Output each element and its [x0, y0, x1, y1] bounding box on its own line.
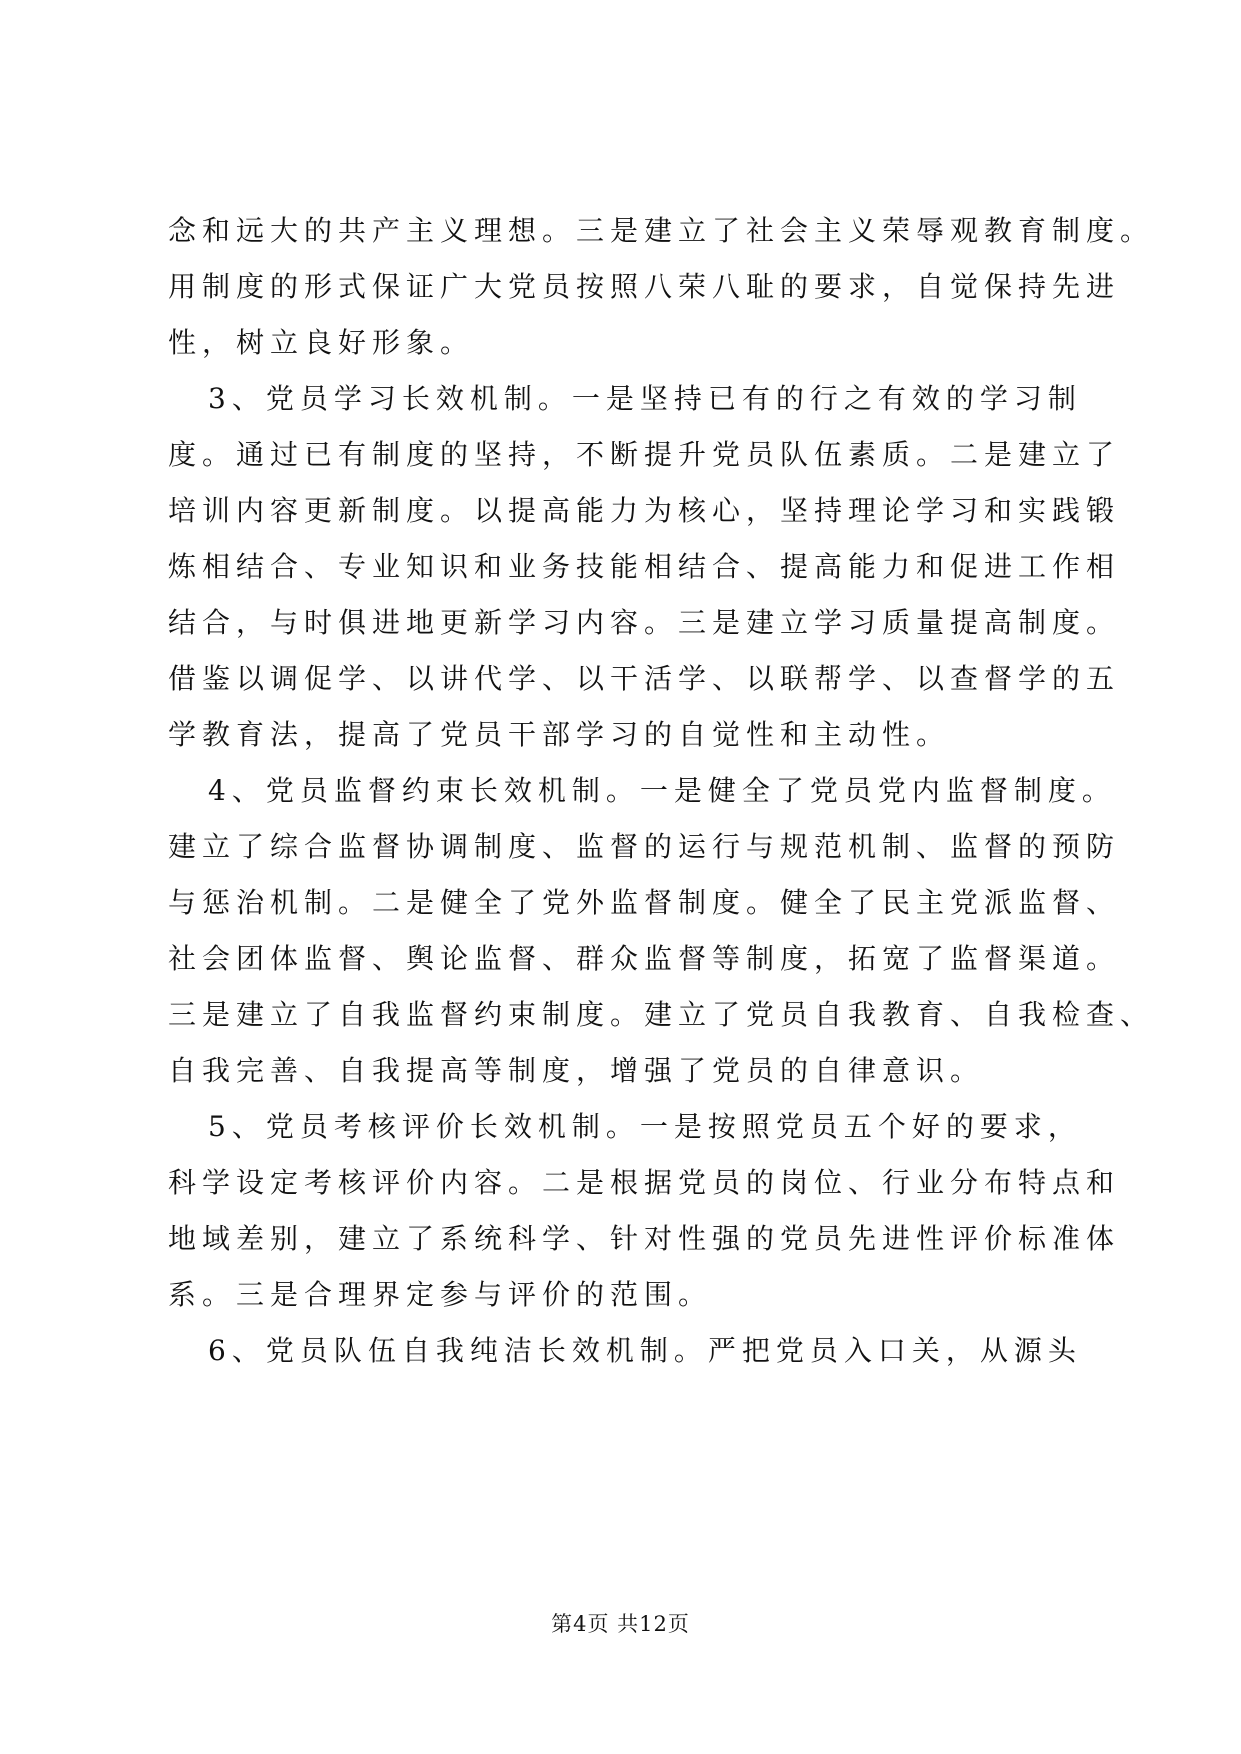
footer-prefix: 第 — [551, 1612, 574, 1636]
section-3-first-line: 3、党员学习长效机制。一是坚持已有的行之有效的学习制 — [208, 382, 1082, 415]
body-text-line: 社会团体监督、舆论监督、群众监督等制度，拓宽了监督渠道。 — [168, 942, 1121, 975]
body-text-line: 用制度的形式保证广大党员按照八荣八耻的要求，自觉保持先进 — [168, 270, 1121, 303]
body-text-line: 学教育法，提高了党员干部学习的自觉性和主动性。 — [168, 718, 951, 751]
footer-middle: 页 共 — [587, 1612, 640, 1636]
body-text-line: 借鉴以调促学、以讲代学、以干活学、以联帮学、以查督学的五 — [168, 662, 1121, 695]
body-text-line: 度。通过已有制度的坚持，不断提升党员队伍素质。二是建立了 — [168, 438, 1121, 471]
body-text-line: 炼相结合、专业知识和业务技能相结合、提高能力和促进工作相 — [168, 550, 1121, 583]
body-text-line: 与惩治机制。二是健全了党外监督制度。健全了民主党派监督、 — [168, 886, 1121, 919]
body-text-line: 科学设定考核评价内容。二是根据党员的岗位、行业分布特点和 — [168, 1166, 1121, 1199]
body-text-line: 系。三是合理界定参与评价的范围。 — [168, 1278, 713, 1311]
body-text-line: 性，树立良好形象。 — [168, 326, 475, 359]
page-footer — [0, 1608, 1241, 1638]
body-text-line: 培训内容更新制度。以提高能力为核心，坚持理论学习和实践锻 — [168, 494, 1121, 527]
body-text-line: 三是建立了自我监督约束制度。建立了党员自我教育、自我检查、 — [168, 998, 1155, 1031]
body-text-line: 地域差别，建立了系统科学、针对性强的党员先进性评价标准体 — [168, 1222, 1121, 1255]
body-text-line: 建立了综合监督协调制度、监督的运行与规范机制、监督的预防 — [168, 830, 1121, 863]
footer-suffix: 页 — [667, 1612, 690, 1636]
section-4-first-line: 4、党员监督约束长效机制。一是健全了党员党内监督制度。 — [208, 774, 1116, 807]
body-text-line: 自我完善、自我提高等制度，增强了党员的自律意识。 — [168, 1054, 985, 1087]
total-page-count: 12 — [639, 1612, 668, 1636]
current-page-number: 4 — [573, 1612, 588, 1636]
body-text-line: 念和远大的共产主义理想。三是建立了社会主义荣辱观教育制度。 — [168, 214, 1155, 247]
section-6-first-line: 6、党员队伍自我纯洁长效机制。严把党员入口关，从源头 — [208, 1334, 1082, 1367]
body-text-line: 结合，与时俱进地更新学习内容。三是建立学习质量提高制度。 — [168, 606, 1121, 639]
section-5-first-line: 5、党员考核评价长效机制。一是按照党员五个好的要求， — [208, 1110, 1082, 1143]
